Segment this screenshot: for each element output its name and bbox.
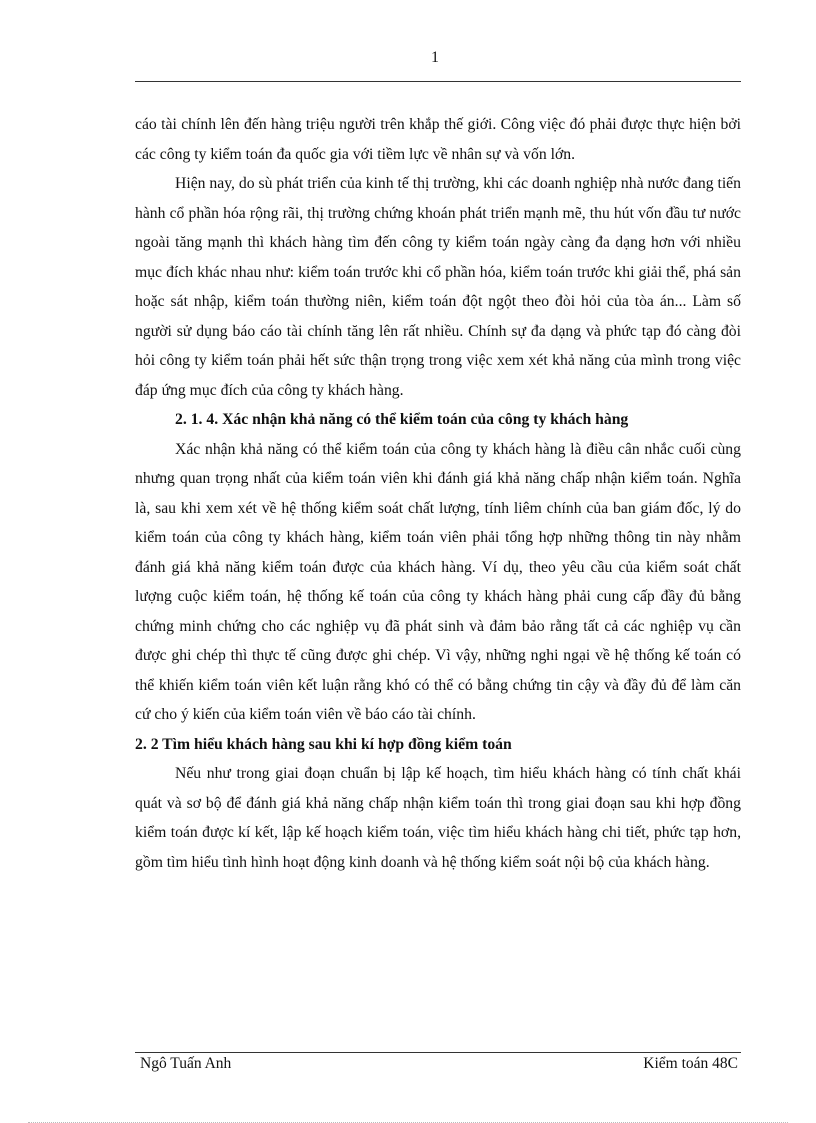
- paragraph: Xác nhận khả năng có thể kiểm toán của công ty khách hàng là điều cân nhắc cuối cùng nhưng quan trọng nhất của kiểm toán viên khi đánh giá khả năng chấp nhận kiểm toán. Nghĩa là, sau khi xem xét về hệ thống kiểm soát chất lượng, tính liêm chính của ban giám đốc, lý do kiểm toán của công ty khách hàng, kiểm toán viên phải tổng hợp những thông tin này nhằm đánh giá khả năng kiểm toán được của khách hàng. Ví dụ, theo yêu cầu của kiểm soát chất lượng cuộc kiểm toán, hệ thống kế toán của công ty khách hàng phải cung cấp đầy đủ bằng chứng minh chứng cho các nghiệp vụ đã phát sinh và đảm bảo rằng tất cả các nghiệp vụ cần được ghi chép thì thực tế cũng được ghi chép. Vì vậy, những nghi ngại về hệ thống kế toán có thể khiến kiểm toán viên kết luận rằng khó có thể có bằng chứng tin cậy và đầy đủ để làm căn cứ cho ý kiến của kiểm toán viên về báo cáo tài chính.: [135, 440, 741, 723]
- page-footer: [140, 1055, 738, 1073]
- paragraph: Nếu như trong giai đoạn chuẩn bị lập kế hoạch, tìm hiểu khách hàng có tính chất khái quát và sơ bộ để đánh giá khả năng chấp nhận kiểm toán thì trong giai đoạn sau khi hợp đồng kiểm toán được kí kết, lập kế hoạch kiểm toán, việc tìm hiểu khách hàng chi tiết, phức tạp hơn, gồm tìm hiểu tình hình hoạt động kinh doanh và hệ thống kiểm soát nội bộ của khách hàng.: [135, 765, 741, 871]
- footer-class: Kiểm toán 48C: [643, 1055, 738, 1072]
- section-heading-2-2: 2. 2 Tìm hiểu khách hàng sau khi kí hợp đồng kiểm toán: [135, 735, 512, 753]
- header-rule: [135, 81, 741, 82]
- page-number: 1: [431, 49, 439, 66]
- section-heading-2-1-4: 2. 1. 4. Xác nhận khả năng có thể kiểm toán của công ty khách hàng: [175, 411, 629, 428]
- paragraph-continuation: cáo tài chính lên đến hàng triệu người trên khắp thế giới. Công việc đó phải được thực hiện bởi các công ty kiểm toán đa quốc gia với tiềm lực về nhân sự và vốn lớn.: [135, 116, 741, 163]
- footer-rule: [135, 1052, 741, 1053]
- paragraph: Hiện nay, do sù phát triển của kinh tế thị trường, khi các doanh nghiệp nhà nước đang tiến hành cổ phần hóa rộng rãi, thị trường chứng khoán phát triển mạnh mẽ, thu hút vốn đầu tư nước ngoài tăng mạnh thì khách hàng tìm đến công ty kiểm toán ngày càng đa dạng hơn với nhiều mục đích khác nhau như: kiểm toán trước khi cổ phần hóa, kiểm toán trước khi giải thể, phá sản hoặc sát nhập, kiểm toán thường niên, kiểm toán đột ngột theo đòi hỏi của tòa án... Làm số người sử dụng báo cáo tài chính tăng lên rất nhiều. Chính sự đa dạng và phức tạp đó càng đòi hỏi công ty kiểm toán phải hết sức thận trọng trong việc xem xét khả năng của mình trong việc đáp ứng mục đích của công ty khách hàng.: [135, 175, 741, 399]
- document-body: [135, 110, 741, 877]
- footer-author: Ngô Tuấn Anh: [140, 1055, 232, 1072]
